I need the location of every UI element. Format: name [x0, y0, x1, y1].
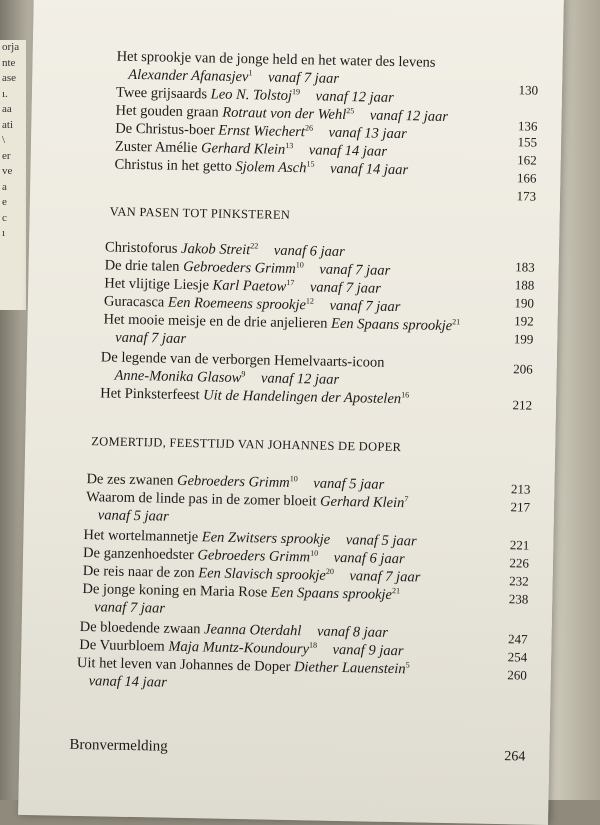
left-page-text-fragment: c [0, 211, 26, 227]
left-page-text-fragment: ı [0, 226, 26, 242]
page-number: 130 [518, 81, 538, 99]
entry-title: Het sprookje van de jonge held en het water des levens [117, 49, 436, 71]
page-number: 173 [516, 187, 536, 205]
entry-age: vanaf 7 jaar [319, 262, 390, 279]
entry-age: vanaf 8 jaar [317, 624, 388, 641]
footnote-number: 18 [309, 641, 317, 650]
left-page-text-fragment: a [0, 180, 26, 196]
page-number: 199 [514, 330, 534, 348]
entry-age: vanaf 7 jaar [268, 70, 339, 87]
entry-age: vanaf 5 jaar [346, 532, 417, 549]
entry-age: vanaf 12 jaar [261, 370, 339, 387]
entry-age: vanaf 7 jaar [329, 298, 400, 315]
entry-author: Gebroeders Grimm [197, 547, 310, 565]
entry-author: Leo N. Tolstoj [211, 86, 293, 104]
entry-title: Waarom de linde pas in de zomer bloeit [86, 489, 317, 509]
left-page-text-fragment: e [0, 195, 26, 211]
entry-title: Christoforus [105, 239, 178, 256]
left-page-text-fragment: er [0, 149, 26, 165]
footnote-number: 1 [248, 68, 252, 77]
entry-author: Karl Paetow [212, 277, 286, 294]
footnote-number: 15 [306, 159, 314, 168]
page-number: 136 [518, 117, 538, 135]
page-number: 183 [515, 258, 535, 276]
page-number: 254 [508, 648, 528, 666]
entry-title: Het mooie meisje en de drie anjelieren [103, 311, 327, 331]
page-number: 190 [514, 294, 534, 312]
entry-author: Jeanna Oterdahl [204, 621, 302, 639]
entry-author: Een Roemeens sprookje [168, 295, 306, 314]
entry-title: De drie talen [104, 257, 179, 274]
footnote-number: 10 [296, 260, 304, 269]
entry-title: Het vlijtige Liesje [104, 275, 209, 293]
entry-age: vanaf 7 jaar [310, 279, 381, 296]
left-page-text-fragment: ati [0, 118, 26, 134]
entry-age: vanaf 7 jaar [94, 599, 165, 616]
footnote-number: 13 [285, 141, 293, 150]
footnote-number: 9 [241, 369, 245, 378]
entry-author: Jakob Streit [181, 241, 250, 258]
entry-author: Alexander Afanasjev [128, 67, 248, 85]
left-page-text-fragment: aa [0, 102, 26, 118]
footnote-number: 22 [250, 241, 258, 250]
footnote-number: 20 [326, 567, 334, 576]
left-page-text-fragment: ase [0, 71, 26, 87]
page-number: 264 [504, 748, 525, 766]
section-heading: ZOMERTIJD, FEESTTIJD VAN JOHANNES DE DOPER [91, 434, 401, 455]
entry-title: Zuster Amélie [115, 139, 198, 157]
entry-age: vanaf 6 jaar [274, 243, 345, 260]
entry-age: vanaf 12 jaar [315, 88, 393, 105]
page-number: 226 [509, 554, 529, 572]
footnote-number: 21 [452, 317, 460, 326]
page-number: 192 [514, 312, 534, 330]
page-number: 232 [509, 572, 529, 590]
entry-age: vanaf 5 jaar [98, 507, 169, 524]
entry-title: De bloedende zwaan [80, 619, 201, 637]
entry-title: De ganzenhoedster [83, 545, 194, 563]
entry-age: vanaf 6 jaar [334, 550, 405, 567]
entry-title: Het wortelmannetje [83, 527, 198, 545]
footnote-number: 16 [401, 390, 409, 399]
entry-author: Diether Lauenstein [294, 659, 406, 677]
entry-title: De jonge koning en Maria Rose [82, 581, 267, 601]
page-number: 260 [507, 666, 527, 684]
entry-author: Ernst Wiechert [218, 123, 305, 141]
entry-title: De legende van de verborgen Hemelvaarts-icoon [101, 349, 385, 370]
left-page-text-fragment: orja [0, 40, 26, 56]
page-number: 217 [510, 498, 530, 516]
entry-age: vanaf 12 jaar [370, 107, 448, 124]
entry-age: vanaf 14 jaar [330, 161, 408, 178]
left-page-text-fragment: ve [0, 164, 26, 180]
entry-title: Christus in het getto [114, 157, 232, 175]
footnote-number: 17 [286, 278, 294, 287]
entry-age: vanaf 13 jaar [328, 125, 406, 142]
bronvermelding-entry [19, 735, 549, 763]
entry-age: vanaf 14 jaar [309, 142, 387, 159]
left-page-text-fragment: \ [0, 133, 26, 149]
entry-author: Gebroeders Grimm [183, 259, 296, 277]
entry-title: Uit het leven van Johannes de Doper [77, 655, 291, 675]
entry-author: Een Spaans sprookje [331, 316, 452, 334]
entry-author: Uit de Handelingen der Apostelen [203, 387, 401, 407]
page-number: 212 [512, 396, 532, 414]
entry-age: vanaf 7 jaar [115, 330, 186, 347]
footnote-number: 10 [290, 474, 298, 483]
section-heading: VAN PASEN TOT PINKSTEREN [110, 204, 291, 222]
entry-age: vanaf 7 jaar [349, 568, 420, 585]
page-number: 155 [517, 133, 537, 151]
entry-title: Het Pinksterfeest [100, 385, 200, 403]
footnote-number: 26 [305, 123, 313, 132]
footnote-number: 7 [404, 494, 408, 503]
page-number: 221 [510, 536, 530, 554]
footnote-number: 25 [346, 106, 354, 115]
page-number: 247 [508, 630, 528, 648]
page-number: 188 [515, 276, 535, 294]
left-page-text-fragment: nte [0, 56, 26, 72]
entry-author: Maja Muntz-Koundoury [168, 639, 309, 658]
previous-page-edge [0, 40, 26, 310]
page-number: 238 [509, 590, 529, 608]
entry-author: Gebroeders Grimm [177, 473, 290, 491]
entry-title: De Vuurbloem [79, 637, 165, 655]
footnote-number: 12 [306, 296, 314, 305]
page-number: 166 [517, 169, 537, 187]
page-number: 206 [513, 360, 533, 378]
entry-title: De reis naar de zon [83, 563, 195, 581]
entry-author: Een Slavisch sprookje [198, 565, 326, 583]
page-number: 162 [517, 151, 537, 169]
footnote-number: 19 [292, 87, 300, 96]
entry-author: Anne-Monika Glasow [114, 368, 241, 386]
entry-age: vanaf 5 jaar [313, 475, 384, 492]
entry-title: Guracasca [104, 293, 165, 310]
entry-author: Gerhard Klein [201, 140, 285, 158]
book-page [18, 0, 564, 825]
footnote-number: 10 [310, 549, 318, 558]
entry-author: Sjolem Asch [235, 159, 306, 176]
footnote-number: 21 [392, 586, 400, 595]
entry-author: Een Spaans sprookje [271, 585, 392, 603]
entry-age: vanaf 9 jaar [332, 642, 403, 659]
entry-title: De Christus-boer [115, 121, 215, 139]
bronvermelding-label: Bronvermelding [69, 736, 168, 756]
page-number: 213 [511, 480, 531, 498]
entry-title: Het gouden graan [115, 103, 218, 121]
entry-author: Gerhard Klein [320, 494, 404, 512]
entry-title: De zes zwanen [86, 471, 173, 489]
entry-author: Een Zwitsers sprookje [202, 529, 331, 547]
footnote-number: 5 [406, 660, 410, 669]
entry-age: vanaf 14 jaar [89, 673, 167, 690]
entry-title: Twee grijsaards [116, 85, 207, 103]
entry-author: Rotraut von der Wehl [222, 105, 346, 123]
left-page-text-fragment: ı. [0, 87, 26, 103]
